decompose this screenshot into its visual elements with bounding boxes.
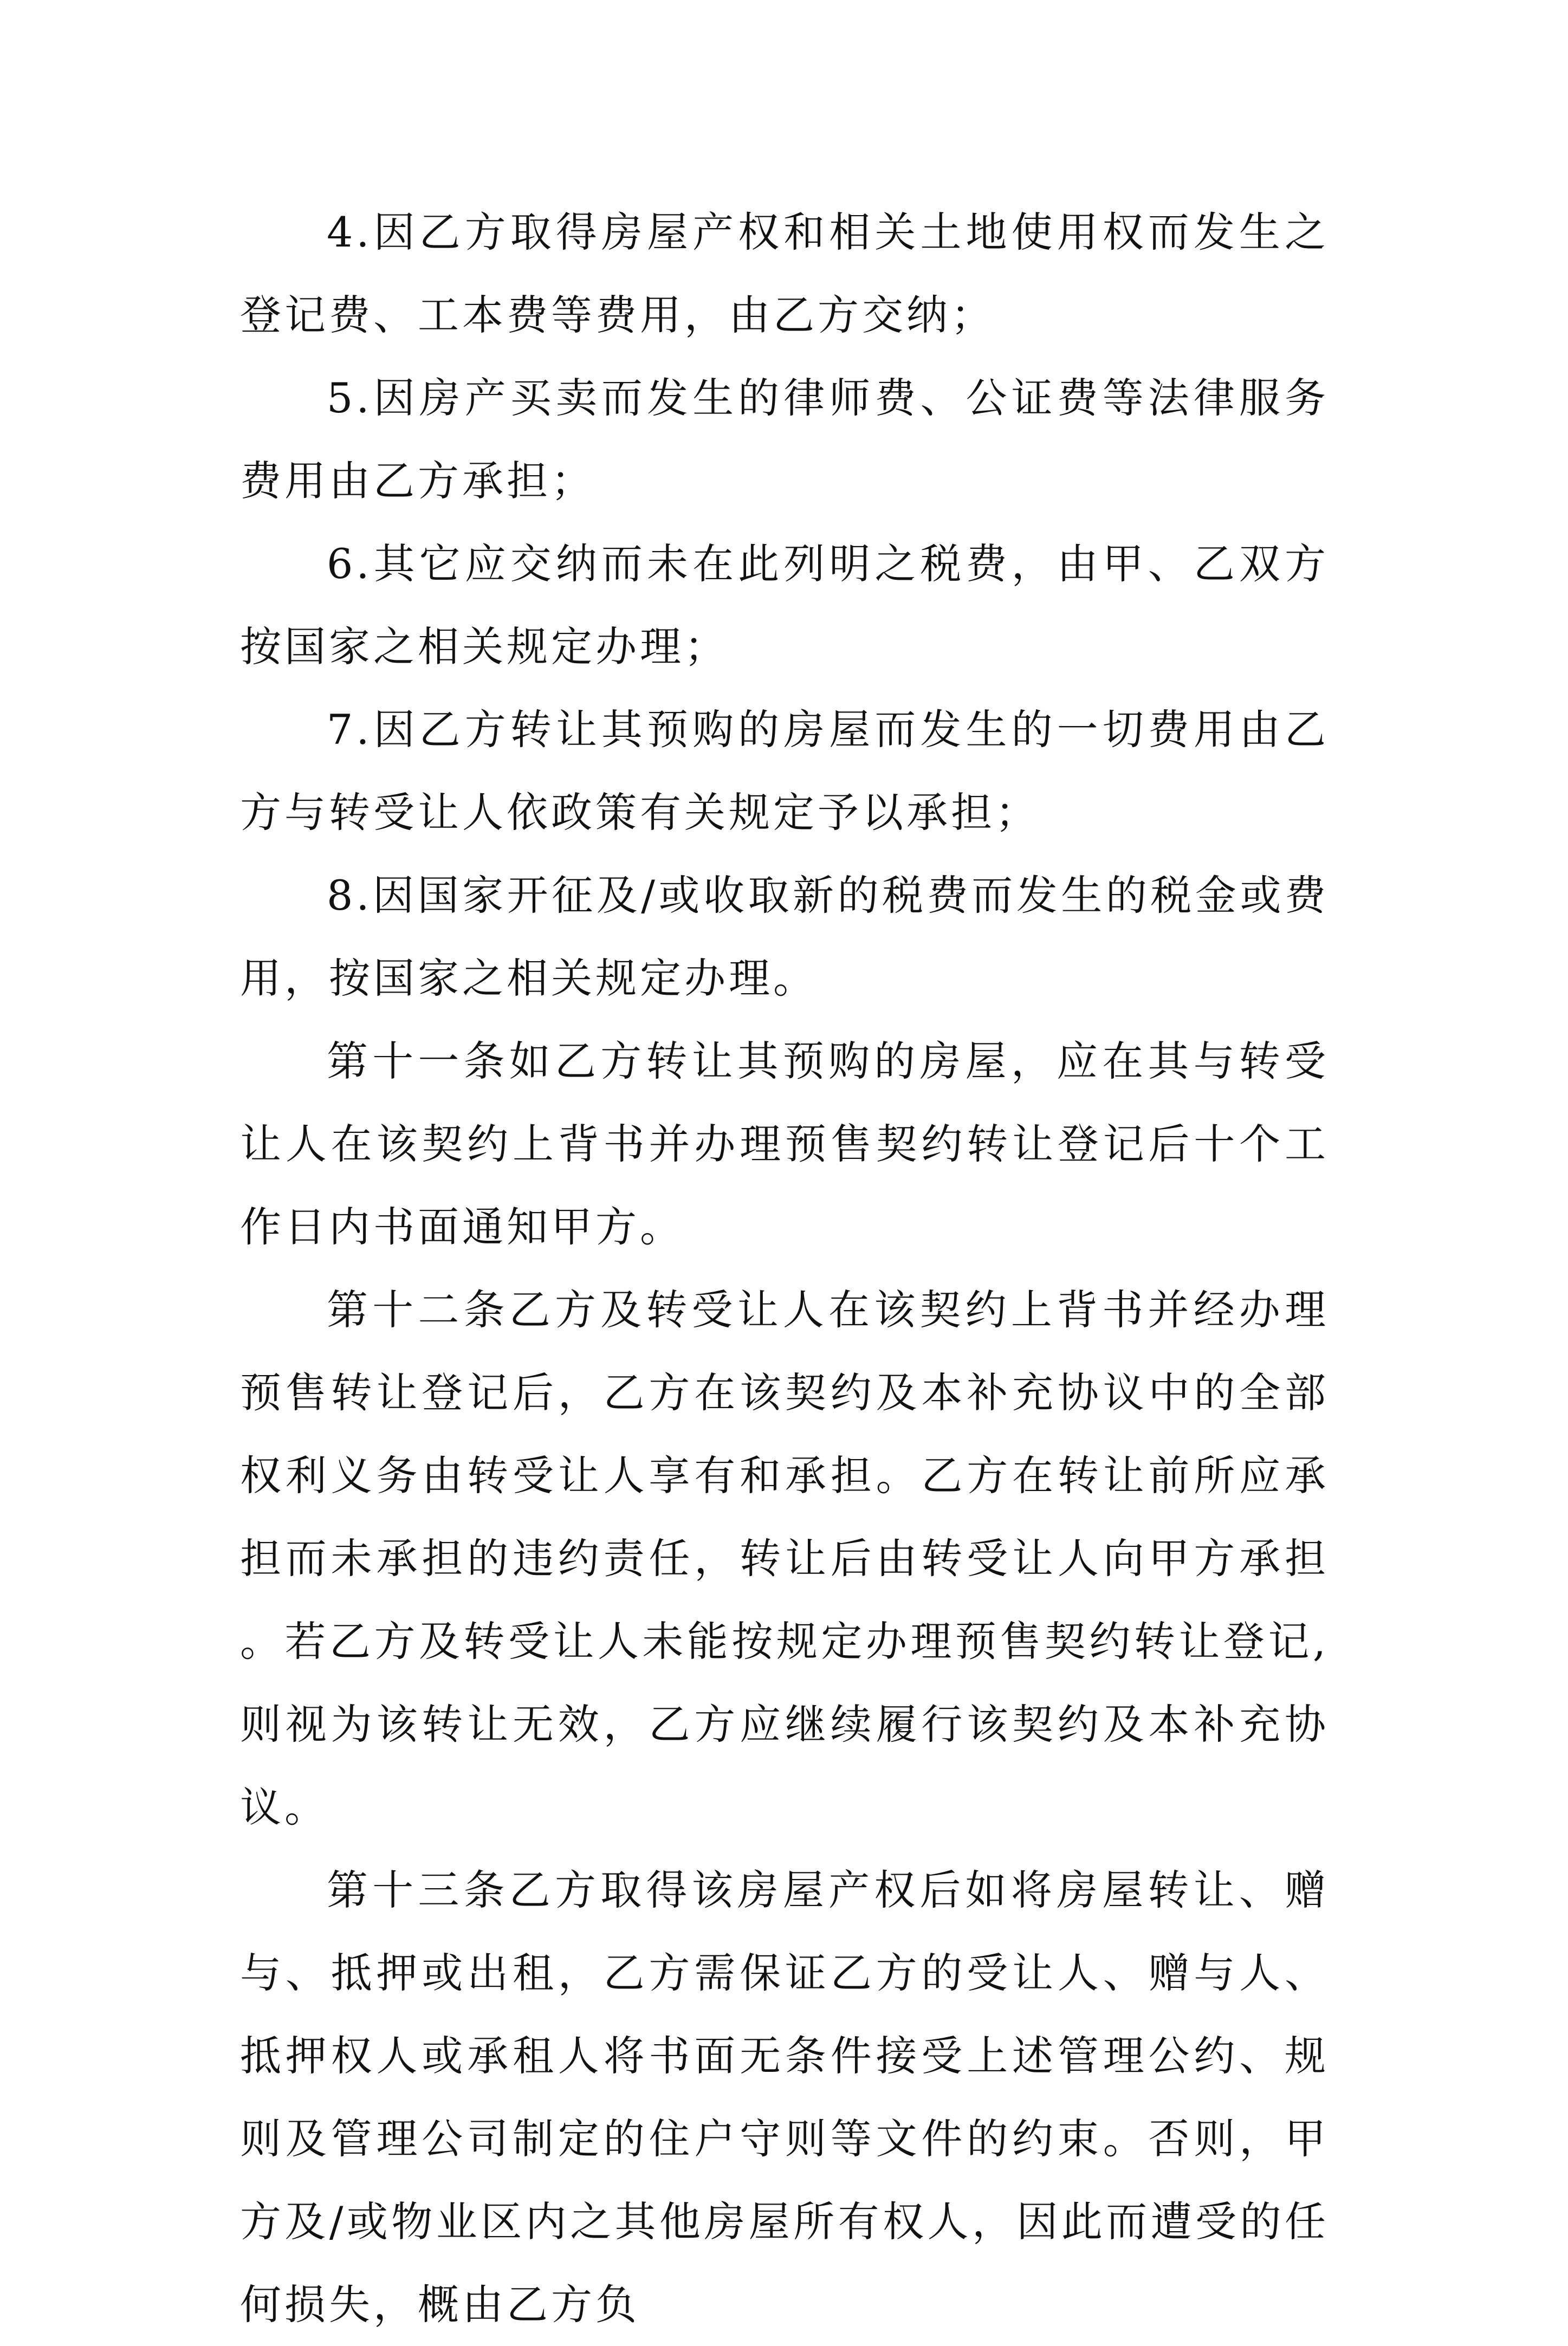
paragraph-item-7: 7.因乙方转让其预购的房屋而发生的一切费用由乙方与转受让人依政策有关规定予以承担； bbox=[240, 705, 1329, 837]
article-11-paragraph: 第十一条如乙方转让其预购的房屋，应在其与转受让人在该契约上背书并办理预售契约转让登记后十个工作日内书面通知甲方。 bbox=[240, 1037, 1329, 1251]
paragraph-item-8: 8.因国家开征及/或收取新的税费而发生的税金或费用，按国家之相关规定办理。 bbox=[240, 871, 1329, 1002]
paragraph-item-4: 4.因乙方取得房屋产权和相关土地使用权而发生之登记费、工本费等费用，由乙方交纳； bbox=[240, 208, 1329, 339]
paragraph-item-5: 5.因房产买卖而发生的律师费、公证费等法律服务费用由乙方承担； bbox=[240, 374, 1329, 505]
article-13-paragraph: 第十三条乙方取得该房屋产权后如将房屋转让、赠与、抵押或出租，乙方需保证乙方的受让人、赠与人、抵押权人或承租人将书面无条件接受上述管理公约、规则及管理公司制定的住户守则等文件的约束。否则，甲方及/或物业区内之其他房屋所有权人，因此而遭受的任何损失，概由乙方负 bbox=[240, 1866, 1329, 2329]
document-body bbox=[240, 191, 1329, 2346]
paragraph-item-6: 6.其它应交纳而未在此列明之税费，由甲、乙双方按国家之相关规定办理； bbox=[240, 540, 1329, 671]
article-12-paragraph: 第十二条乙方及转受让人在该契约上背书并经办理预售转让登记后，乙方在该契约及本补充协议中的全部权利义务由转受让人享有和承担。乙方在转让前所应承担而未承担的违约责任，转让后由转受让人向甲方承担。若乙方及转受让人未能按规定办理预售契约转让登记,则视为该转让无效，乙方应继续履行该契约及本补充协议。 bbox=[240, 1286, 1329, 1831]
